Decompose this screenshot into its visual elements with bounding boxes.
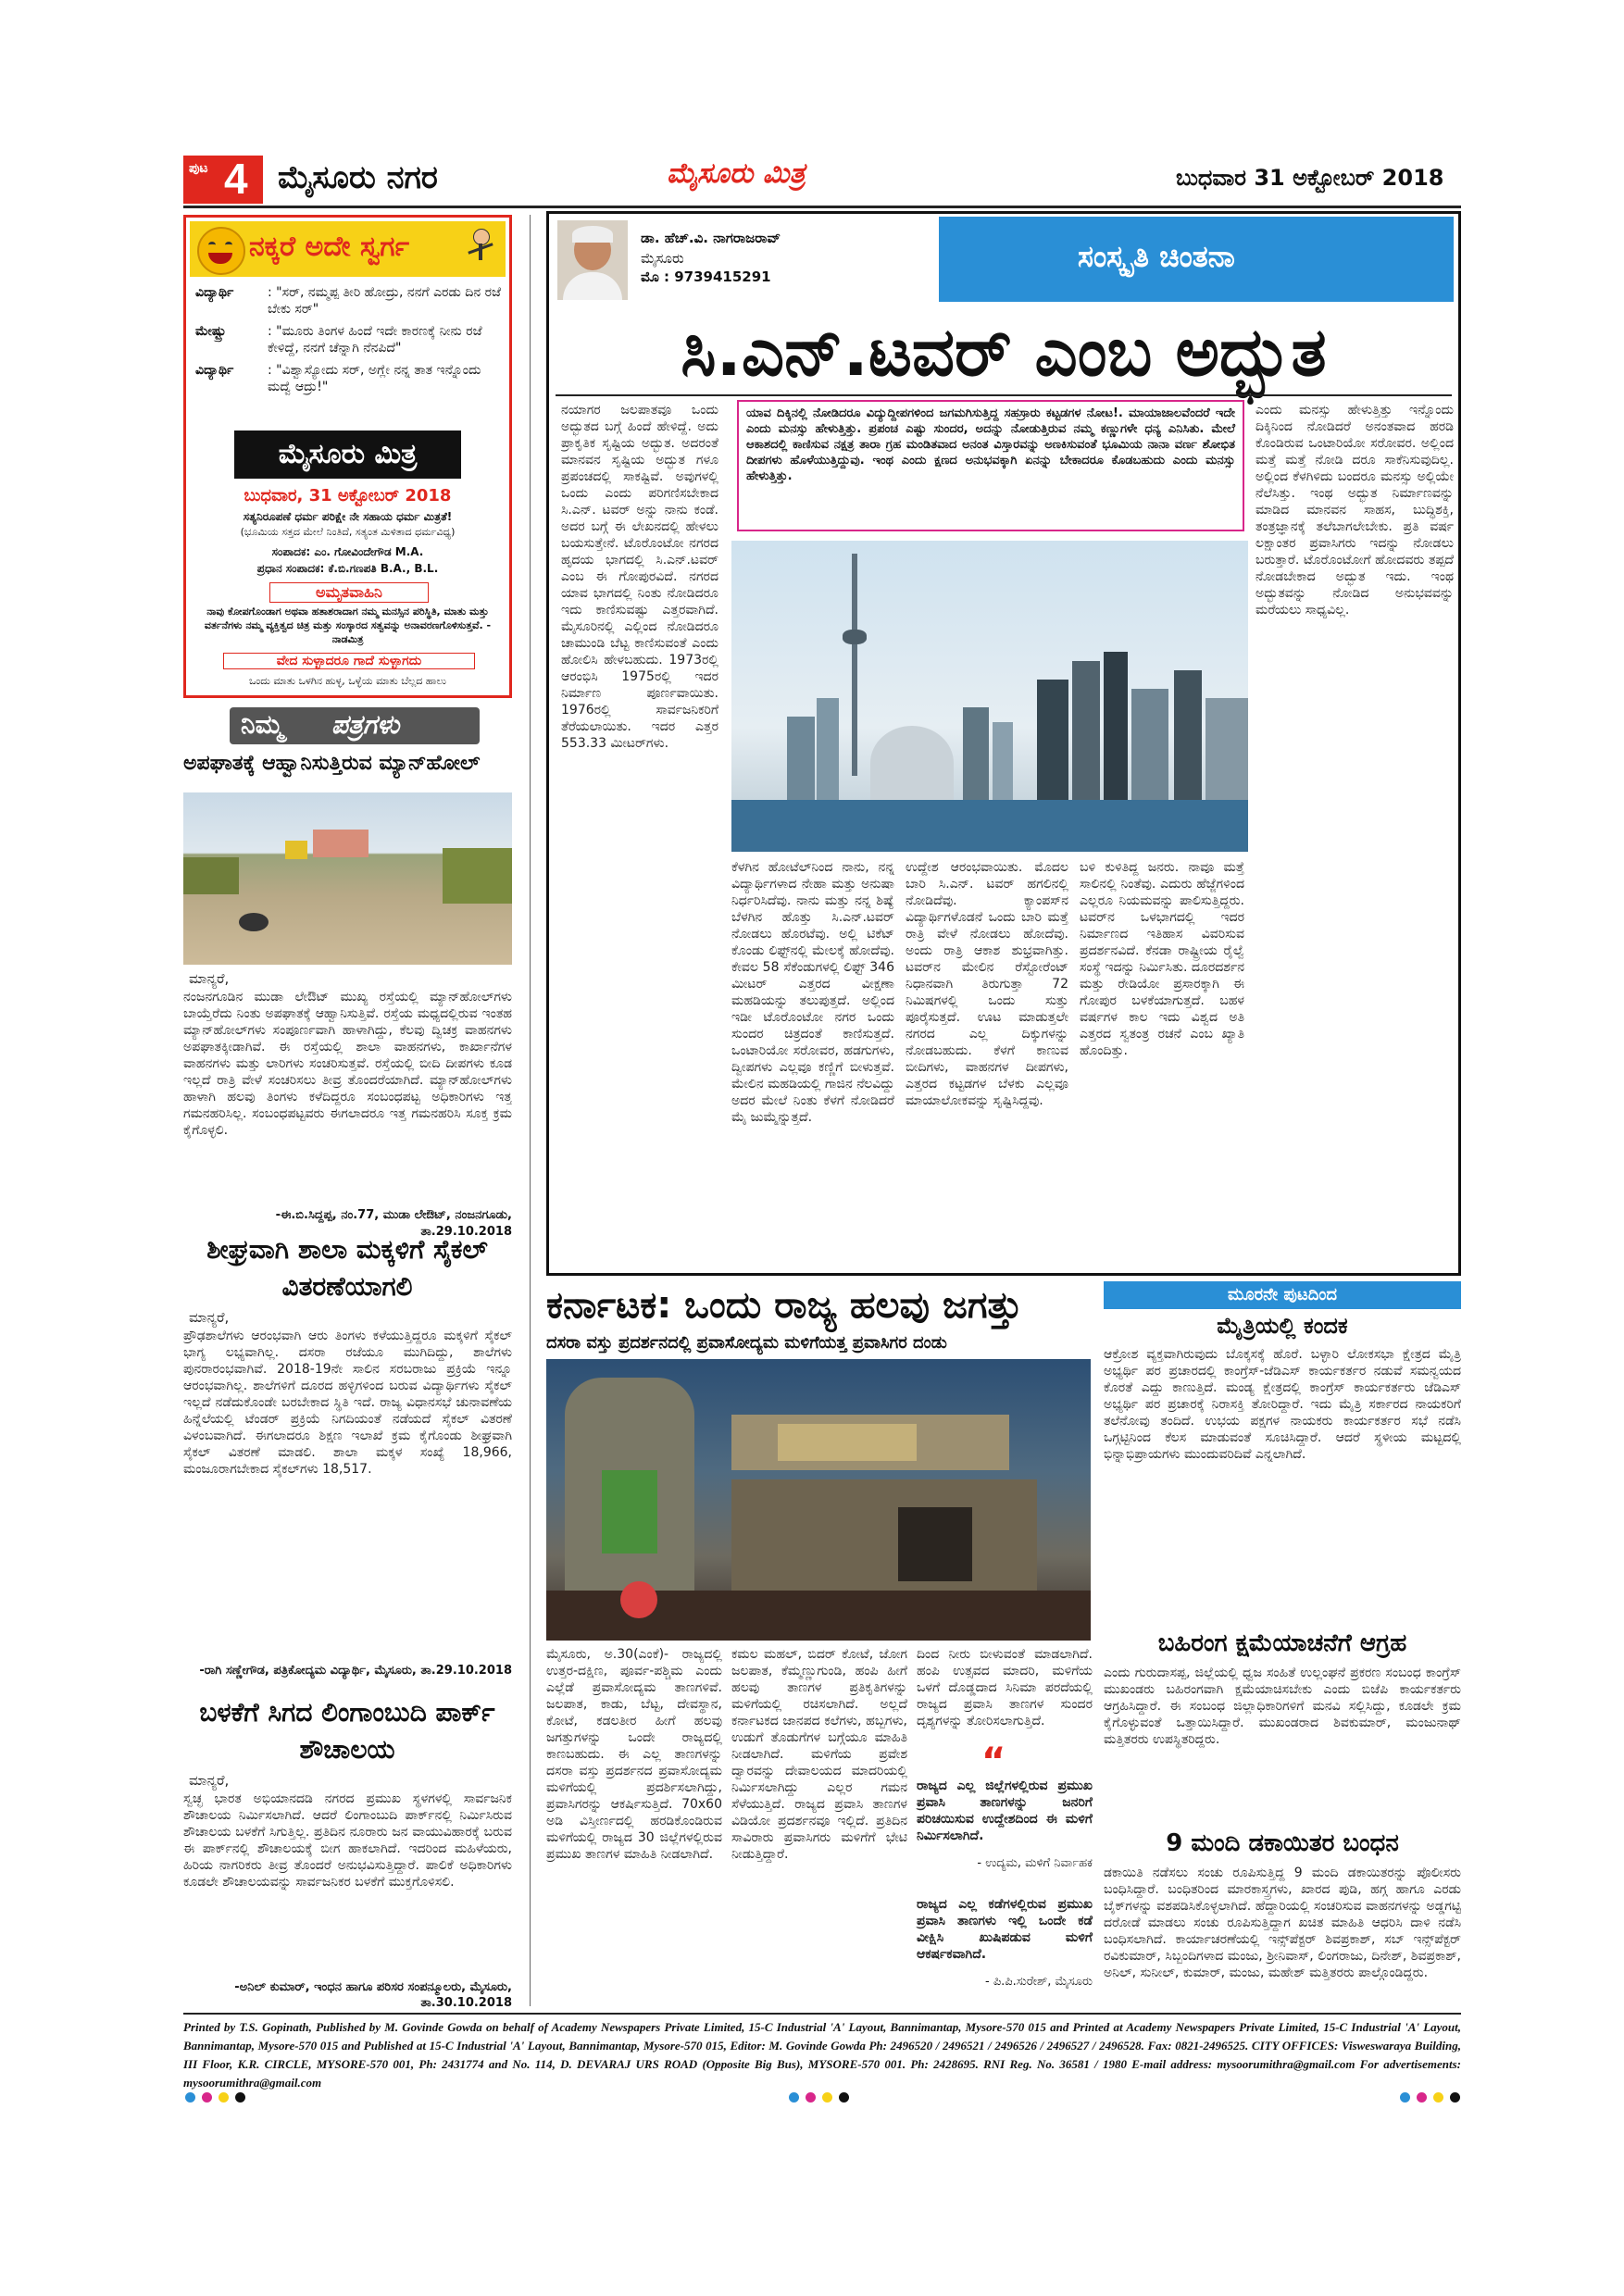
feature-header [552,217,1455,302]
manhole-photo [183,792,512,965]
letter-1-body: ನಂಜನಗೂಡಿನ ಮುಡಾ ಲೇಔಟ್ ಮುಖ್ಯ ರಸ್ತೆಯಲ್ಲಿ ಮ್ಯಾನ್‌ಹೋಲ್‌ಗಳು ಬಾಯ್ತೆರೆದು ನಿಂತು ಅಪಘಾತಕ್ಕೆ ಆಹ್ವಾನಿಸುತ್ತಿವೆ. ರಸ್ತೆಯ ಮಧ್ಯದಲ್ಲಿರುವ ಇಂತಹ ಮ್ಯಾನ್‌ಹೋಲ್‌ಗಳು ಸಂಪೂರ್ಣವಾಗಿ ಹಾಳಾಗಿದ್ದು, ಕೆಲವು ದ್ವಿಚಕ್ರ ವಾಹನಗಳು ಅಪಘಾತಕ್ಕೀಡಾಗಿವೆ. ಈ ರಸ್ತೆಯಲ್ಲಿ ಶಾಲಾ ವಾಹನಗಳು, ಕಾರ್ಖಾನೆಗಳ ವಾಹನಗಳು ಮತ್ತು ಲಾರಿಗಳು ಸಂಚರಿಸುತ್ತವೆ. ರಸ್ತೆಯಲ್ಲಿ ಬೀದಿ ದೀಪಗಳು ಕೂಡ ಇಲ್ಲದೆ ರಾತ್ರಿ ವೇಳೆ ಸಂಚರಿಸಲು ತೀವ್ರ ತೊಂದರೆಯಾಗಿದೆ. ಮ್ಯಾನ್‌ಹೋಲ್‌ಗಳು ಹಾಳಾಗಿ ಹಲವು ತಿಂಗಳು ಕಳೆದಿದ್ದರೂ ಸಂಬಂಧಪಟ್ಟ ಅಧಿಕಾರಿಗಳು ಇತ್ತ ಗಮನಹರಿಸಿಲ್ಲ. ಸಂಬಂಧಪಟ್ಟವರು ಈಗಲಾದರೂ ಇತ್ತ ಗಮನಹರಿಸಿ ಸೂಕ್ತ ಕ್ರಮ ಕೈಗೊಳ್ಳಲಿ. [183,990,512,1138]
column-divider [530,215,531,2006]
page-number: 4 [224,155,248,203]
prev-h3: 9 ಮಂದಿ ಡಕಾಯಿತರ ಬಂಧನ [1166,1829,1399,1857]
feature-col-2: ಕೆಳಗಿನ ಹೋಟೆಲ್‌ನಿಂದ ನಾನು, ನನ್ನ ವಿದ್ಯಾರ್ಥಿಗಳಾದ ನೇಹಾ ಮತ್ತು ಅನುಷಾ ನಿರ್ಧರಿಸಿದೆವು. ನಾನು ಮತ್ತು ನನ್ನ ಶಿಷ್ಯೆ ಬೆಳಗಿನ ಹೊತ್ತು ಸಿ.ಎನ್.ಟವರ್ ನೋಡಲು ಹೊರಟೆವು. ಅಲ್ಲಿ ಟಿಕೆಟ್ ಕೊಂಡು ಲಿಫ್ಟ್‌ನಲ್ಲಿ ಮೇಲಕ್ಕೆ ಹೋದೆವು. ಕೇವಲ 58 ಸೆಕೆಂಡುಗಳಲ್ಲಿ ಲಿಫ್ಟ್ 346 ಮೀಟರ್ ಎತ್ತರದ ವೀಕ್ಷಣಾ ಮಹಡಿಯನ್ನು ತಲುಪುತ್ತದೆ. ಅಲ್ಲಿಂದ ಇಡೀ ಟೊರೊಂಟೋ ನಗರ ಒಂದು ಸುಂದರ ಚಿತ್ರದಂತೆ ಕಾಣಿಸುತ್ತದೆ. ಒಂಟಾರಿಯೋ ಸರೋವರ, ಹಡಗುಗಳು, ದ್ವೀಪಗಳು ಎಲ್ಲವೂ ಕಣ್ಣಿಗೆ ಬೀಳುತ್ತವೆ. ಮೇಲಿನ ಮಹಡಿಯಲ್ಲಿ ಗಾಜಿನ ನೆಲವಿದ್ದು ಅದರ ಮೇಲೆ ನಿಂತು ಕೆಳಗೆ ನೋಡಿದರೆ ಮೈ ಜುಮ್ಮೆನ್ನುತ್ತದೆ. [731,860,894,1125]
page-label: ಪುಟ [189,161,208,176]
humor-header [190,221,506,277]
thought-title: ಅಮೃತವಾಹಿನಿ [269,582,429,603]
registration-dot [789,2092,799,2103]
pull-quote: ಯಾವ ದಿಕ್ಕಿನಲ್ಲಿ ನೋಡಿದರೂ ವಿದ್ಯುದ್ದೀಪಗಳಿಂದ ಜಗಮಗಿಸುತ್ತಿದ್ದ ಸಹಸ್ರಾರು ಕಟ್ಟಡಗಳ ನೋಟ!. ಮಾಯಾಜಾಲವೆಂದರೆ ಇದೇ ಎಂದು ಮನಸ್ಸು ಹೇಳುತ್ತಿತ್ತು. ಪ್ರಪಂಚ ಎಷ್ಟು ಸುಂದರ, ಅದನ್ನು ನೋಡುತ್ತಿರುವ ನಮ್ಮ ಕಣ್ಣುಗಳೇ ಧನ್ಯ ಎನಿಸಿತು. ಮೇಲೆ ಆಕಾಶದಲ್ಲಿ ಕಾಣಿಸುವ ನಕ್ಷತ್ರ ತಾರಾ ಗ್ರಹ ಮಂಡಿತವಾದ ಅನಂತ ವಿಸ್ತಾರವನ್ನು ಅಣಕಿಸುವಂತೆ ಭೂಮಿಯ ನಾನಾ ವರ್ಣ ಶೋಭಿತ ದೀಪಗಳು ಹೊಳೆಯುತ್ತಿದ್ದುವು. ಇಂಥ ಎಂದು ಕ್ಷಣದ ಅನುಭವಕ್ಕಾಗಿ ಏನನ್ನು ಬೇಕಾದರೂ ಕೊಡಬಹುದು ಎಂದು ಮನಸ್ಸು ಹೇಳುತ್ತಿತ್ತು. [737,400,1244,531]
imprint-date: ಬುಧವಾರ, 31 ಅಕ್ಟೋಬರ್ 2018 [244,486,452,505]
registration-dot [1417,2092,1427,2103]
letters-header-a: ನಿಮ್ಮ [241,709,284,740]
imprint-logo: ಮೈಸೂರು ಮಿತ್ರ [234,430,461,479]
registration-dot [1450,2092,1460,2103]
printer-line: Printed by T.S. Gopinath, Published by M. Govinde Gowda on behalf of Academy Newspapers Private Limited, 15-C Industrial 'A' Layout, Bannimantap, Mysore-570 015 and Printed at Academy Newspapers Private Limited, 15-C Industrial 'A' Layout, Bannimantap, Mysore-570 015 and Published at 15-C Industrial 'A' Layout, Bannimantap, Mysore-570 015, Editor: M. Govinde Gowda Ph: 2496520 / 2496521 / 2496526 / 2496527 / 2496528. Fax: 0821-2496525. CITY OFFICES: Visweswaraya Building, III Floor, K.R. CIRCLE, MYSORE-570 001, Ph: 2431774 and No. 114, D. DEVARAJ URS ROAD (Opposite Big Bus), MYSORE-570 001. Ph: 2428695. RNI Reg. No. 36581 / 1980 E-mail address: mysoorumithra@gmail.com For advertisements: mysoorumithra@gmail.com [183,2020,1461,2090]
letter-1-salute: ಮಾನ್ಯರೆ, [189,970,230,987]
prev-p2: ಎಂದು ಗುರುದಾಸಪ್ಪ, ಜಿಲ್ಲೆಯಲ್ಲಿ ಧ್ವಜ ಸಂಹಿತೆ ಉಲ್ಲಂಘನೆ ಪ್ರಕರಣ ಸಂಬಂಧ ಕಾಂಗ್ರೆಸ್ ಮುಖಂಡರು ಬಹಿರಂಗವಾಗಿ ಕ್ಷಮೆಯಾಚಿಸಬೇಕು ಎಂದು ಬಿಜೆಪಿ ಕಾರ್ಯಕರ್ತರು ಆಗ್ರಹಿಸಿದ್ದಾರೆ. ಈ ಸಂಬಂಧ ಜಿಲ್ಲಾಧಿಕಾರಿಗಳಿಗೆ ಮನವಿ ಸಲ್ಲಿಸಿದ್ದು, ಕೂಡಲೇ ಕ್ರಮ ಕೈಗೊಳ್ಳುವಂತೆ ಒತ್ತಾಯಿಸಿದ್ದಾರೆ. ಮುಖಂಡರಾದ ಶಿವಕುಮಾರ್, ಮಂಜುನಾಥ್ ಮತ್ತಿತರರು ಉಪಸ್ಥಿತರಿದ್ದರು. [1104,1666,1461,1747]
cartoon-figure-icon [464,229,497,269]
karnataka-col-3: ದಿಂದ ನೀರು ಬೀಳುವಂತೆ ಮಾಡಲಾಗಿದೆ. ಹಂಪಿ ಉತ್ಸವದ ಮಾದರಿ, ಮಳಿಗೆಯ ಒಳಗೆ ದೊಡ್ಡದಾದ ಸಿನಿಮಾ ಪರದೆಯಲ್ಲಿ ರಾಜ್ಯದ ಪ್ರವಾಸಿ ತಾಣಗಳ ಸುಂದರ ದೃಶ್ಯಗಳನ್ನು ತೋರಿಸಲಾಗುತ್ತಿದೆ. [917,1647,1093,1728]
letter-2-sign: -ರಾಗಿ ಸಣ್ಣೇಗೌಡ, ಪತ್ರಿಕೋದ್ಯಮ ವಿದ್ಯಾರ್ಥಿ, ಮೈಸೂರು, ತಾ.29.10.2018 [199,1664,512,1678]
section-title: ಮೈಸೂರು ನಗರ [278,159,438,196]
letter-2-body: ಪ್ರೌಢಶಾಲೆಗಳು ಆರಂಭವಾಗಿ ಆರು ತಿಂಗಳು ಕಳೆಯುತ್ತಿದ್ದರೂ ಮಕ್ಕಳಿಗೆ ಸೈಕಲ್ ಭಾಗ್ಯ ಲಭ್ಯವಾಗಿಲ್ಲ. ದಸರಾ ರಜೆಯೂ ಮುಗಿದಿದ್ದು, ಶಾಲೆಗಳು ಪುನರಾರಂಭವಾಗಿವೆ. 2018-19ನೇ ಸಾಲಿನ ಸರಬರಾಜು ಪ್ರಕ್ರಿಯೆ ಇನ್ನೂ ಆರಂಭವಾಗಿಲ್ಲ. ಶಾಲೆಗಳಿಗೆ ದೂರದ ಹಳ್ಳಿಗಳಿಂದ ಬರುವ ವಿದ್ಯಾರ್ಥಿಗಳು ಸೈಕಲ್ ಇಲ್ಲದೆ ನಡೆದುಕೊಂಡೇ ಬರಬೇಕಾದ ಸ್ಥಿತಿ ಇದೆ. ರಾಜ್ಯ ವಿಧಾನಸಭೆ ಚುನಾವಣೆಯ ಹಿನ್ನೆಲೆಯಲ್ಲಿ ಟೆಂಡರ್ ಪ್ರಕ್ರಿಯೆ ನಿಗದಿಯಂತೆ ನಡೆಯದೆ ಸೈಕಲ್ ವಿತರಣೆ ವಿಳಂಬವಾಗಿದೆ. ಈಗಲಾದರೂ ಶಿಕ್ಷಣ ಇಲಾಖೆ ಕ್ರಮ ಕೈಗೊಂಡು ಶೀಘ್ರವಾಗಿ ಸೈಕಲ್ ವಿತರಣೆ ಮಾಡಲಿ. ಶಾಲಾ ಮಕ್ಕಳ ಸಂಖ್ಯೆ 18,966, ಮಂಜೂರಾಗಬೇಕಾದ ಸೈಕಲ್‌ಗಳು 18,517. [183,1329,512,1477]
humor-line: ವಿದ್ಯಾರ್ಥಿ : "ಸರ್, ನಮ್ಮಪ್ಪ ತೀರಿ ಹೋದ್ರು, ನನಗೆ ಎರಡು ದಿನ ರಜೆ ಬೇಕು ಸರ್" [195,285,501,317]
karnataka-headline: ಕರ್ನಾಟಕ: ಒಂದು ರಾಜ್ಯ ಹಲವು ಜಗತ್ತು [546,1284,1022,1327]
karnataka-col-2: ಕಮಲ ಮಹಲ್, ಬಿದರ್ ಕೋಟೆ, ಜೋಗ ಜಲಪಾತ, ಕೆಮ್ಮಣ್ಣುಗುಂಡಿ, ಹಂಪಿ ಹೀಗೆ ಹಲವು ತಾಣಗಳ ಪ್ರತಿಕೃತಿಗಳನ್ನು ಮಳಿಗೆಯಲ್ಲಿ ರಚಿಸಲಾಗಿದೆ. ಅಲ್ಲದೆ ಕರ್ನಾಟಕದ ಜಾನಪದ ಕಲೆಗಳು, ಹಬ್ಬಗಳು, ಉಡುಗೆ ತೊಡುಗೆಗಳ ಬಗ್ಗೆಯೂ ಮಾಹಿತಿ ನೀಡಲಾಗಿದೆ. ಮಳಿಗೆಯ ಪ್ರವೇಶ ದ್ವಾರವನ್ನು ದೇವಾಲಯದ ಮಾದರಿಯಲ್ಲಿ ನಿರ್ಮಿಸಲಾಗಿದ್ದು ಎಲ್ಲರ ಗಮನ ಸೆಳೆಯುತ್ತಿದೆ. ರಾಜ್ಯದ ಪ್ರವಾಸಿ ತಾಣಗಳ ವಿಡಿಯೋ ಪ್ರದರ್ಶನವೂ ಇಲ್ಲಿದೆ. ಪ್ರತಿದಿನ ಸಾವಿರಾರು ಪ್ರವಾಸಿಗರು ಮಳಿಗೆಗೆ ಭೇಟಿ ನೀಡುತ್ತಿದ್ದಾರೆ. [731,1647,907,1862]
karnataka-col-1: ಮೈಸೂರು, ಅ.30(ಎಂಕೆ)- ರಾಜ್ಯದಲ್ಲಿ ಉತ್ತರ-ದಕ್ಷಿಣ, ಪೂರ್ವ-ಪಶ್ಚಿಮ ಎಂದು ಎಲ್ಲೆಡೆ ಪ್ರವಾಸೋದ್ಯಮ ತಾಣಗಳಿವೆ. ಜಲಪಾತ, ಕಾಡು, ಬೆಟ್ಟ, ದೇವಸ್ಥಾನ, ಕೋಟೆ, ಕಡಲತೀರ ಹೀಗೆ ಹಲವು ಜಗತ್ತುಗಳನ್ನು ಒಂದೇ ರಾಜ್ಯದಲ್ಲಿ ಕಾಣಬಹುದು. ಈ ಎಲ್ಲ ತಾಣಗಳನ್ನು ದಸರಾ ವಸ್ತು ಪ್ರದರ್ಶನದ ಪ್ರವಾಸೋದ್ಯಮ ಮಳಿಗೆಯಲ್ಲಿ ಪ್ರದರ್ಶಿಸಲಾಗಿದ್ದು, ಪ್ರವಾಸಿಗರನ್ನು ಆಕರ್ಷಿಸುತ್ತಿದೆ. 70x60 ಅಡಿ ವಿಸ್ತೀರ್ಣದಲ್ಲಿ ಹರಡಿಕೊಂಡಿರುವ ಮಳಿಗೆಯಲ್ಲಿ ರಾಜ್ಯದ 30 ಜಿಲ್ಲೆಗಳಲ್ಲಿರುವ ಪ್ರಮುಖ ತಾಣಗಳ ಮಾಹಿತಿ ನೀಡಲಾಗಿದೆ. [546,1647,722,1862]
karnataka-quote: ರಾಜ್ಯದ ಎಲ್ಲ ಜಿಲ್ಲೆಗಳಲ್ಲಿರುವ ಪ್ರಮುಖ ಪ್ರವಾಸಿ ತಾಣಗಳನ್ನು ಜನರಿಗೆ ಪರಿಚಯಿಸುವ ಉದ್ದೇಶದಿಂದ ಈ ಮಳಿಗೆ ನಿರ್ಮಿಸಲಾಗಿದೆ. [917,1778,1093,1843]
letter-3-title: ಬಳಕೆಗೆ ಸಿಗದ ಲಿಂಗಾಂಬುದಿ ಪಾರ್ಕ್ ಶೌಚಾಲಯ [199,1697,495,1765]
page-number-badge [183,156,263,204]
imprint-motto2: (ಭೂಮಿಯ ಸತ್ತದ ಮೇಲೆ ನಿಂತಿದೆ, ಸತ್ಯಂತ ಮಿಳಿತಾದ ಧರ್ಮವಿಧ್ಯ) [240,526,456,538]
feature-col-3: ಉದ್ದೇಶ ಆರಂಭವಾಯಿತು. ಮೊದಲ ಬಾರಿ ಸಿ.ಎನ್. ಟವರ್ ಹಗಲಿನಲ್ಲಿ ನೋಡಿದೆವು. ಕ್ಯಾಂಪಸ್‌ನ ವಿದ್ಯಾರ್ಥಿಗಳೊಡನೆ ಒಂದು ಬಾರಿ ಮತ್ತೆ ರಾತ್ರಿ ವೇಳೆ ನೋಡಲು ಹೋದೆವು. ಅಂದು ರಾತ್ರಿ ಆಕಾಶ ಶುಭ್ರವಾಗಿತ್ತು. ಟವರ್‌ನ ಮೇಲಿನ ರೆಸ್ಟೋರೆಂಟ್ ನಿಧಾನವಾಗಿ ತಿರುಗುತ್ತಾ 72 ನಿಮಿಷಗಳಲ್ಲಿ ಒಂದು ಸುತ್ತು ಪೂರೈಸುತ್ತದೆ. ಊಟ ಮಾಡುತ್ತಲೇ ನಗರದ ಎಲ್ಲ ದಿಕ್ಕುಗಳನ್ನು ನೋಡಬಹುದು. ಕೆಳಗೆ ಕಾಣುವ ಬೀದಿಗಳು, ವಾಹನಗಳ ದೀಪಗಳು, ಎತ್ತರದ ಕಟ್ಟಡಗಳ ಬೆಳಕು ಎಲ್ಲವೂ ಮಾಯಾಲೋಕವನ್ನು ಸೃಷ್ಟಿಸಿದ್ದವು. [906,860,1068,1108]
feature-col-5: ಎಂದು ಮನಸ್ಸು ಹೇಳುತ್ತಿತ್ತು ಇನ್ನೊಂದು ದಿಕ್ಕಿನಿಂದ ನೋಡಿದರೆ ಅನಂತವಾದ ಹರಡಿ ಕೊಂಡಿರುವ ಒಂಟಾರಿಯೋ ಸರೋವರ. ಅಲ್ಲಿಂದ ಮತ್ತೆ ಮತ್ತೆ ನೋಡಿ ದರೂ ಸಾಕೆನಿಸುವುದಿಲ್ಲ. ಅಲ್ಲಿಂದ ಕೆಳಗಿಳಿದು ಬಂದರೂ ಮನಸ್ಸು ಅಲ್ಲಿಯೇ ನೆಲೆಸಿತ್ತು. ಇಂಥ ಅದ್ಭುತ ನಿರ್ಮಾಣವನ್ನು ಮಾಡಿದ ಮಾನವನ ಸಾಹಸ, ಬುದ್ಧಿಶಕ್ತಿ, ತಂತ್ರಜ್ಞಾನಕ್ಕೆ ತಲೆಬಾಗಲೇಬೇಕು. ಪ್ರತಿ ವರ್ಷ ಲಕ್ಷಾಂತರ ಪ್ರವಾಸಿಗರು ಇದನ್ನು ನೋಡಲು ಬರುತ್ತಾರೆ. ಟೊರೊಂಟೋಗೆ ಹೋದವರು ತಪ್ಪದೆ ನೋಡಬೇಕಾದ ಅದ್ಭುತ ಇದು. ಇಂಥ ಅದ್ಭುತವನ್ನು ನೋಡಿದ ಅನುಭವವನ್ನು ಮರೆಯಲು ಸಾಧ್ಯವಿಲ್ಲ. [1255,403,1454,618]
karnataka-quote-2: ರಾಜ್ಯದ ಎಲ್ಲ ಕಡೆಗಳಲ್ಲಿರುವ ಪ್ರಮುಖ ಪ್ರವಾಸಿ ತಾಣಗಳು ಇಲ್ಲಿ ಒಂದೇ ಕಡೆ ವೀಕ್ಷಿಸಿ ಖುಷಿಪಡುವ ಮಳಿಗೆ ಆಕರ್ಷಕವಾಗಿದೆ. [917,1897,1093,1962]
author-photo [557,220,628,300]
masthead-rule [183,206,1461,208]
author-name: ಡಾ. ಹೆಚ್.ವಿ. ನಾಗರಾಜರಾವ್ [641,230,781,246]
tower-pod [843,630,867,644]
tower-shaft [852,554,857,776]
masthead-date: ಬುಧವಾರ 31 ಅಕ್ಟೋಬರ್ 2018 [1176,165,1444,191]
proverb-text: ಒಂದು ಮಾತು ಒಳಗಿನ ಹುಳ್ಳ, ಒಳ್ಳೆಯ ಮಾತು ಬೆಲ್ಲದ ಹಾಲು [248,675,447,687]
cn-tower-photo [731,541,1248,852]
letters-header [183,707,512,744]
humor-line: ಮೇಷ್ಟ್ರು : "ಮೂರು ತಿಂಗಳ ಹಿಂದೆ ಇದೇ ಕಾರಣಕ್ಕೆ ನೀನು ರಜೆ ಕೇಳಿದ್ದೆ, ನನಗೆ ಚೆನ್ನಾಗಿ ನೆನಪಿದೆ" [195,324,482,356]
headline-rule [556,394,1452,396]
registration-dot [185,2092,195,2103]
letter-3-body: ಸ್ವಚ್ಛ ಭಾರತ ಅಭಿಯಾನದಡಿ ನಗರದ ಪ್ರಮುಖ ಸ್ಥಳಗಳಲ್ಲಿ ಸಾರ್ವಜನಿಕ ಶೌಚಾಲಯ ನಿರ್ಮಿಸಲಾಗಿದೆ. ಆದರೆ ಲಿಂಗಾಂಬುದಿ ಪಾರ್ಕ್‌ನಲ್ಲಿ ನಿರ್ಮಿಸಿರುವ ಶೌಚಾಲಯ ಬಳಕೆಗೆ ಸಿಗುತ್ತಿಲ್ಲ. ಪ್ರತಿದಿನ ನೂರಾರು ಜನ ವಾಯುವಿಹಾರಕ್ಕೆ ಬರುವ ಈ ಪಾರ್ಕ್‌ನಲ್ಲಿ ಶೌಚಾಲಯಕ್ಕೆ ಬೀಗ ಹಾಕಲಾಗಿದೆ. ಇದರಿಂದ ಮಹಿಳೆಯರು, ಹಿರಿಯ ನಾಗರಿಕರು ತೀವ್ರ ತೊಂದರೆ ಅನುಭವಿಸುತ್ತಿದ್ದಾರೆ. ಪಾಲಿಕೆ ಅಧಿಕಾರಿಗಳು ಕೂಡಲೇ ಶೌಚಾಲಯವನ್ನು ಸಾರ್ವಜನಿಕರ ಬಳಕೆಗೆ ಮುಕ್ತಗೊಳಿಸಲಿ. [183,1791,512,1890]
quote-mark-icon: “ [981,1741,1006,1783]
humor-dialogue [195,284,506,395]
tourism-stall-photo [546,1359,1091,1641]
imprint-motto: ಸತ್ಯನಿರೂಪಣೆ ಧರ್ಮ ಪರಿಕ್ಷೇ ನೇ ಸಹಾಯ ಧರ್ಮ ಮಿತ್ರತೆ! [243,510,453,523]
author-place: ಮೈಸೂರು [641,250,684,267]
humor-line: ವಿದ್ಯಾರ್ಥಿ : "ವಿಶ್ವಾಸ್ಯೋದು ಸರ್, ಅಗ್ಲೇ ನನ್ನ ತಾತ ಇನ್ನೊಂದು ಮದ್ವೆ ಆದ್ರು!" [195,363,481,394]
imprint-editor: ಸಂಪಾದಕ: ಎಂ. ಗೋವಿಂದೇಗೌಡ M.A. [271,545,424,558]
letters-header-b: ಪತ್ರಗಳು [331,709,400,740]
prev-h1: ಮೈತ್ರಿಯಲ್ಲಿ ಕಂದಕ [1217,1313,1348,1339]
registration-dot [1433,2092,1443,2103]
prev-h2: ಬಹಿರಂಗ ಕ್ಷಮೆಯಾಚನೆಗೆ ಆಗ್ರಹ [1157,1629,1407,1657]
prev-p1: ಆಕ್ರೋಶ ವ್ಯಕ್ತವಾಗಿರುವುದು ಬೊಕ್ಕಸಕ್ಕೆ ಹೊರೆ. ಬಳ್ಳಾರಿ ಲೋಕಸಭಾ ಕ್ಷೇತ್ರದ ಮೈತ್ರಿ ಅಭ್ಯರ್ಥಿ ಪರ ಪ್ರಚಾರದಲ್ಲಿ ಕಾಂಗ್ರೆಸ್-ಜೆಡಿಎಸ್ ಕಾರ್ಯಕರ್ತರ ನಡುವೆ ಸಮನ್ವಯದ ಕೊರತೆ ಎದ್ದು ಕಾಣುತ್ತಿದೆ. ಮಂಡ್ಯ ಕ್ಷೇತ್ರದಲ್ಲಿ ಕಾಂಗ್ರೆಸ್ ಕಾರ್ಯಕರ್ತರು ಜೆಡಿಎಸ್ ಅಭ್ಯರ್ಥಿ ಪರ ಪ್ರಚಾರಕ್ಕೆ ನಿರಾಸಕ್ತಿ ತೋರಿದ್ದಾರೆ. ಇದು ಮೈತ್ರಿ ಸರ್ಕಾರದ ನಾಯಕರಿಗೆ ತಲೆನೋವು ತಂದಿದೆ. ಉಭಯ ಪಕ್ಷಗಳ ನಾಯಕರು ಕಾರ್ಯಕರ್ತರ ಸಭೆ ನಡೆಸಿ ಒಗ್ಗಟ್ಟಿನಿಂದ ಕೆಲಸ ಮಾಡುವಂತೆ ಸೂಚಿಸಿದ್ದಾರೆ. ಆದರೆ ಸ್ಥಳೀಯ ಮಟ್ಟದಲ್ಲಿ ಭಿನ್ನಾಭಿಪ್ರಾಯಗಳು ಮುಂದುವರಿದಿವೆ ಎನ್ನಲಾಗಿದೆ. [1104,1347,1461,1462]
letter-3-salute: ಮಾನ್ಯರೆ, [189,1772,230,1789]
thought-text: ನಾವು ಕೋಪಗೊಂಡಾಗ ಅಥವಾ ಹತಾಶರಾದಾಗ ನಮ್ಮ ಮನಸ್ಸಿನ ಪರಿಸ್ಥಿತಿ, ಮಾತು ಮತ್ತು ವರ್ತನೆಗಳು ನಮ್ಮ ವ್ಯಕ್ತಿತ್ವದ ಚಿತ್ರ ಮತ್ತು ಸಂಸ್ಕಾರದ ಸತ್ವವನ್ನು ಅನಾವರಣಗೊಳಿಸುತ್ತವೆ. - ನಾಡಮಿತ್ರ [204,605,492,645]
karnataka-subhead: ದಸರಾ ವಸ್ತು ಪ್ರದರ್ಶನದಲ್ಲಿ ಪ್ರವಾಸೋದ್ಯಮ ಮಳಿಗೆಯತ್ತ ಪ್ರವಾಸಿಗರ ದಂಡು [546,1333,947,1353]
letter-2-title: ಶೀಘ್ರವಾಗಿ ಶಾಲಾ ಮಕ್ಕಳಿಗೆ ಸೈಕಲ್ ವಿತರಣೆಯಾಗಲಿ [206,1234,488,1302]
registration-dot [202,2092,212,2103]
karnataka-quote-2-by: - ಪಿ.ಪಿ.ಸುರೇಶ್, ಮೈಸೂರು [985,1975,1093,1989]
humor-box [183,215,512,698]
registration-dot [235,2092,245,2103]
feature-col-1: ನಯಾಗರ ಜಲಪಾತವೂ ಒಂದು ಅದ್ಭುತದ ಬಗ್ಗೆ ಹಿಂದೆ ಹೇಳಿದ್ದೆ. ಅದು ಪ್ರಾಕೃತಿಕ ಸೃಷ್ಟಿಯ ಅದ್ಭುತ. ಅದರಂತೆ ಮಾನವನ ಸೃಷ್ಟಿಯ ಅದ್ಭುತ ಗಳೂ ಪ್ರಪಂಚದಲ್ಲಿ ಸಾಕಷ್ಟಿವೆ. ಅವುಗಳಲ್ಲಿ ಒಂದು ಎಂದು ಪರಿಗಣಿಸಬೇಕಾದ ಸಿ.ಎನ್. ಟವರ್ ಅನ್ನು ನಾನು ಕಂಡೆ. ಅದರ ಬಗ್ಗೆ ಈ ಲೇಖನದಲ್ಲಿ ಹೇಳಲು ಬಯಸುತ್ತೇನೆ. ಟೊರೊಂಟೋ ನಗರದ ಹೃದಯ ಭಾಗದಲ್ಲಿ ಸಿ.ಎನ್.ಟವರ್ ಎಂಬ ಈ ಗೋಪುರವಿದೆ. ನಗರದ ಯಾವ ಭಾಗದಲ್ಲಿ ನಿಂತು ನೋಡಿದರೂ ಇದು ಕಾಣಿಸುವಷ್ಟು ಎತ್ತರವಾಗಿದೆ. ಮೈಸೂರಿನಲ್ಲಿ ಎಲ್ಲಿಂದ ನೋಡಿದರೂ ಚಾಮುಂಡಿ ಬೆಟ್ಟ ಕಾಣಿಸುವಂತೆ ಎಂದು ಹೋಲಿಸಿ ಹೇಳಬಹುದು. 1973ರಲ್ಲಿ ಆರಂಭಿಸಿ 1975ರಲ್ಲಿ ಇದರ ನಿರ್ಮಾಣ ಪೂರ್ಣವಾಯಿತು. 1976ರಲ್ಲಿ ಸಾರ್ವಜನಿಕರಿಗೆ ತೆರೆಯಲಾಯಿತು. ಇದರ ಎತ್ತರ 553.33 ಮೀಟರ್‌ಗಳು. [561,403,718,751]
laughing-face-icon [197,227,245,275]
letter-1-title: ಅಪಘಾತಕ್ಕೆ ಆಹ್ವಾನಿಸುತ್ತಿರುವ ಮ್ಯಾನ್‌ಹೋಲ್ [183,752,481,775]
registration-dot [219,2092,229,2103]
registration-dot [1400,2092,1410,2103]
author-phone: ಮೊ : 9739415291 [641,268,771,285]
registration-dot [839,2092,849,2103]
proverb-title: ವೇದ ಸುಳ್ಳಾದರೂ ಗಾದೆ ಸುಳ್ಳಾಗದು [223,653,475,669]
registration-dot [822,2092,832,2103]
karnataka-quote-by: - ಉದ್ಯಮ, ಮಳಿಗೆ ನಿರ್ವಾಹಕ [977,1856,1093,1870]
imprint-chief: ಪ್ರಧಾನ ಸಂಪಾದಕ: ಕೆ.ಬಿ.ಗಣಪತಿ B.A., B.L. [256,562,439,575]
letter-1-sign: -ಈ.ಬಿ.ಸಿದ್ದಪ್ಪ, ನಂ.77, ಮುಡಾ ಲೇಔಟ್, ನಂಜನಗೂಡು, ತಾ.29.10.2018 [275,1208,512,1239]
letter-3-sign: -ಅನಿಲ್ ಕುಮಾರ್, ಇಂಧನ ಹಾಗೂ ಪರಿಸರ ಸಂಪನ್ಮೂಲರು, ಮೈಸೂರು, ತಾ.30.10.2018 [234,1980,512,2010]
feature-headline: ಸಿ.ಎನ್.ಟವರ್ ಎಂಬ ಅದ್ಭುತ [681,313,1327,391]
prev-page-tag: ಮೂರನೇ ಪುಟದಿಂದ [1104,1281,1461,1309]
column-banner [939,217,1454,302]
humor-title: ನಕ್ಕರೆ ಅದೇ ಸ್ವರ್ಗ [249,231,410,263]
column-title: ಸಂಸ್ಕೃತಿ ಚಿಂತನಾ [1078,239,1235,274]
prev-p3: ಡಕಾಯಿತಿ ನಡೆಸಲು ಸಂಚು ರೂಪಿಸುತ್ತಿದ್ದ 9 ಮಂದಿ ಡಕಾಯಿತರನ್ನು ಪೊಲೀಸರು ಬಂಧಿಸಿದ್ದಾರೆ. ಬಂಧಿತರಿಂದ ಮಾರಕಾಸ್ತ್ರಗಳು, ಖಾರದ ಪುಡಿ, ಹಗ್ಗ ಹಾಗೂ ಎರಡು ಬೈಕ್‌ಗಳನ್ನು ವಶಪಡಿಸಿಕೊಳ್ಳಲಾಗಿದೆ. ಹೆದ್ದಾರಿಯಲ್ಲಿ ಸಂಚರಿಸುವ ವಾಹನಗಳನ್ನು ಅಡ್ಡಗಟ್ಟಿ ದರೋಡೆ ಮಾಡಲು ಸಂಚು ರೂಪಿಸುತ್ತಿದ್ದಾಗ ಖಚಿತ ಮಾಹಿತಿ ಆಧರಿಸಿ ದಾಳಿ ನಡೆಸಿ ಬಂಧಿಸಲಾಗಿದೆ. ಕಾರ್ಯಾಚರಣೆಯಲ್ಲಿ ಇನ್ಸ್‌ಪೆಕ್ಟರ್ ಶಿವಪ್ರಕಾಶ್, ಸಬ್ ಇನ್ಸ್‌ಪೆಕ್ಟರ್ ರವಿಕುಮಾರ್, ಸಿಬ್ಬಂದಿಗಳಾದ ಮಂಜು, ಶ್ರೀನಿವಾಸ್, ಲಿಂಗರಾಜು, ದಿನೇಶ್, ಶಿವಪ್ರಕಾಶ್, ಅನಿಲ್, ಸುನೀಲ್, ಕುಮಾರ್, ಮಂಜು, ಮಹೇಶ್ ಮತ್ತಿತರರು ಪಾಲ್ಗೊಂಡಿದ್ದರು. [1104,1866,1461,1980]
brand-logo: ಮೈಸೂರು ಮಿತ್ರ [667,157,806,190]
registration-dot [806,2092,816,2103]
letter-2-salute: ಮಾನ್ಯರೆ, [189,1309,230,1326]
footer-rule [183,2013,1461,2015]
feature-col-4: ಬಳಿ ಕುಳಿತಿದ್ದ ಜನರು. ನಾವೂ ಮತ್ತೆ ಸಾಲಿನಲ್ಲಿ ನಿಂತೆವು. ಎದುರು ಹೆಜ್ಜೆಗಳಿಂದ ಎಲ್ಲರೂ ನಿಯಮವನ್ನು ಪಾಲಿಸುತ್ತಿದ್ದರು. ಟವರ್‌ನ ಒಳಭಾಗದಲ್ಲಿ ಇದರ ನಿರ್ಮಾಣದ ಇತಿಹಾಸ ವಿವರಿಸುವ ಪ್ರದರ್ಶನವಿದೆ. ಕೆನಡಾ ರಾಷ್ಟ್ರೀಯ ರೈಲ್ವೆ ಸಂಸ್ಥೆ ಇದನ್ನು ನಿರ್ಮಿಸಿತು. ದೂರದರ್ಶನ ಮತ್ತು ರೇಡಿಯೋ ಪ್ರಸಾರಕ್ಕಾಗಿ ಈ ಗೋಪುರ ಬಳಕೆಯಾಗುತ್ತದೆ. ಬಹಳ ವರ್ಷಗಳ ಕಾಲ ಇದು ವಿಶ್ವದ ಅತಿ ಎತ್ತರದ ಸ್ವತಂತ್ರ ರಚನೆ ಎಂಬ ಖ್ಯಾತಿ ಹೊಂದಿತ್ತು. [1080,860,1244,1058]
